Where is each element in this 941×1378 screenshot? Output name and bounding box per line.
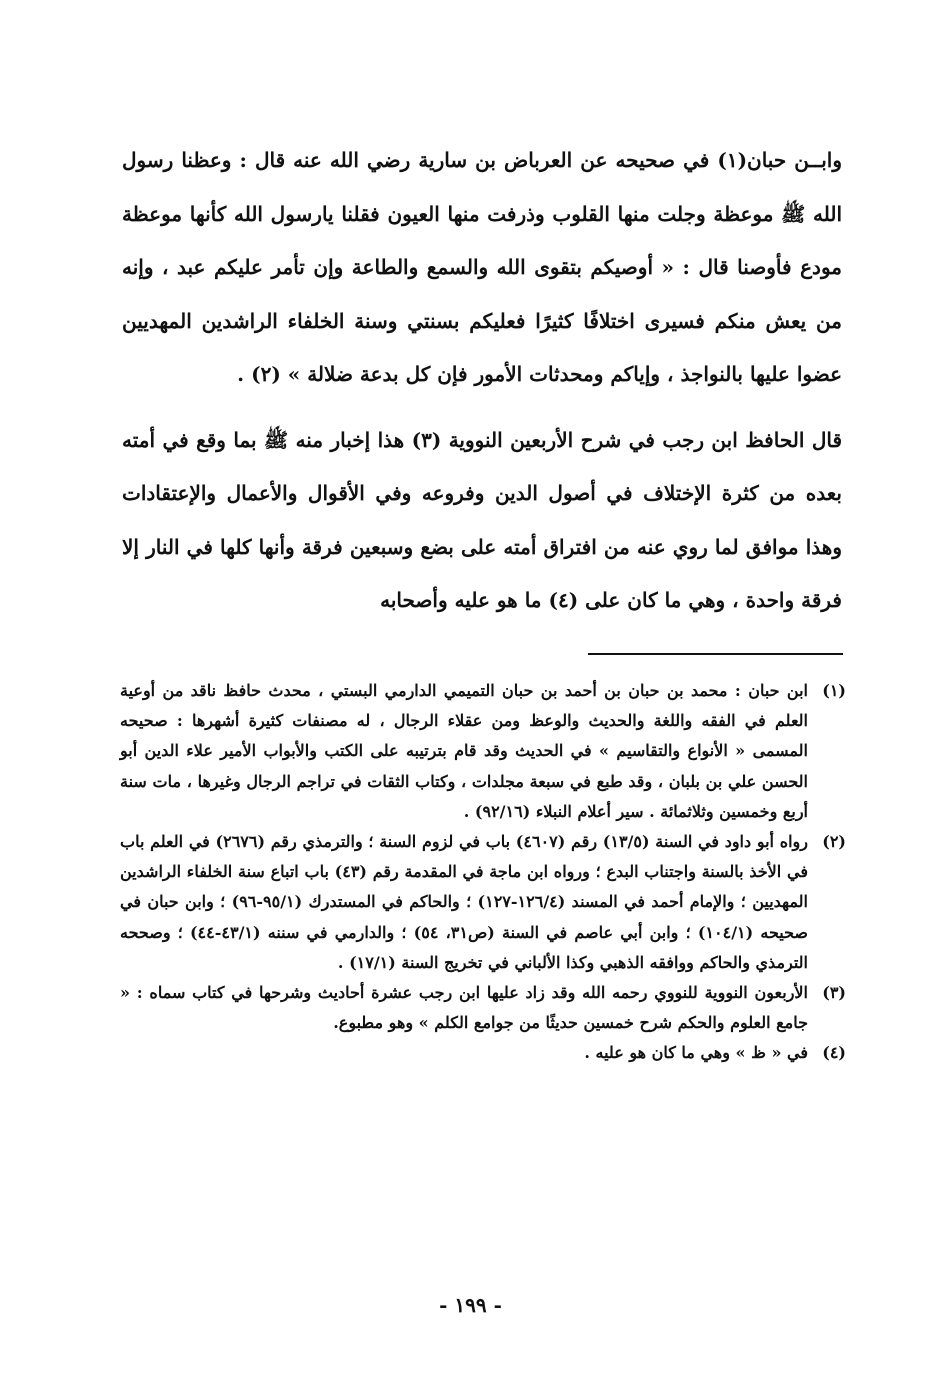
footnotes-section xyxy=(120,676,846,1069)
main-paragraph-2: قال الحافظ ابن رجب في شرح الأربعين النووية (٣) هذا إخبار منه ﷺ بما وقع في أمته بعده من كثرة الإختلاف في أصول الدين وفروعه وفي الأقوال والأعمال والإعتقادات وهذا موافق لما روي عنه من افتراق أمته على بضع وسبعين فرقة وأنها كلها في النار إلا فرقة واحدة ، وهي ما كان على (٤) ما هو عليه وأصحابه xyxy=(122,427,842,612)
footnote-number: (٣) xyxy=(822,983,846,1003)
footnote-text: في « ظ » وهي ما كان هو عليه . xyxy=(584,1043,808,1063)
main-paragraph-1: وابــن حبان(١) في صحيحه عن العرباض بن سارية رضي الله عنه قال : وعظنا رسول الله ﷺ موعظة وجلت منها القلوب وذرفت منها العيون فقلنا يارسول الله كأنها موعظة مودع فأوصنا قال : « أوصيكم بتقوى الله والسمع والطاعة وإن تأمر عليكم عبد ، وإنه من يعش منكم فسيرى اختلافًا كثيرًا فعليكم بسنتي وسنة الخلفاء الراشدين المهديين عضوا عليها بالنواجذ ، وإياكم ومحدثات الأمور فإن كل بدعة ضلالة » (٢) . xyxy=(122,148,842,386)
footnote-text: ابن حبان : محمد بن حبان بن أحمد بن حبان التميمي الدارمي البستي ، محدث حافظ ناقد من أوعية العلم في الفقه واللغة والحديث والوعظ ومن عقلاء الرجال ، له مصنفات كثيرة أشهرها : صحيحه المسمى « الأنواع والتقاسيم » في الحديث وقد قام بترتيبه على الكتب والأبواب الأمير علاء الدين أبو الحسن علي بن بلبان ، وقد طبع في سبعة مجلدات ، وكتاب الثقات في تراجم الرجال وغيرها ، مات سنة أربع وخمسين وثلاثمائة . سير أعلام النبلاء (٩٢/١٦) . xyxy=(120,681,809,821)
footnote-text: رواه أبو داود في السنة (١٣/٥) رقم (٤٦٠٧) باب في لزوم السنة ؛ والترمذي رقم (٢٦٧٦) في العلم باب في الأخذ بالسنة واجتناب البدع ؛ ورواه ابن ماجة في المقدمة رقم (٤٣) باب اتباع سنة الخلفاء الراشدين المهديين ؛ والإمام أحمد في المسند (١٢٦/٤-١٢٧) ؛ والحاكم في المستدرك (٩٥/١-٩٦) ؛ وابن حبان في صحيحه (١٠٤/١) ؛ وابن أبي عاصم في السنة (ص٣١، ٥٤) ؛ والدارمي في سننه (٤٣/١-٤٤) ؛ وصححه الترمذي والحاكم ووافقه الذهبي وكذا الألباني في تخريج السنة (١٧/١) . xyxy=(120,832,809,972)
footnote-number: (٢) xyxy=(822,832,846,852)
footnote-divider xyxy=(588,653,843,655)
footnote-1 xyxy=(120,676,846,827)
page-number: - ١٩٩ - xyxy=(439,1293,502,1317)
footnote-number: (١) xyxy=(822,681,846,700)
footnote-4 xyxy=(120,1038,846,1068)
footnote-text: الأربعون النووية للنووي رحمه الله وقد زاد عليها ابن رجب عشرة أحاديث وشرحها في كتاب سماه : « جامع العلوم والحكم شرح خمسين حديثًا من جوامع الكلم » وهو مطبوع. xyxy=(120,983,808,1033)
footnote-number: (٤) xyxy=(822,1043,846,1063)
footnote-3 xyxy=(120,978,846,1038)
main-body-text xyxy=(122,134,842,628)
footnote-2 xyxy=(120,827,846,978)
